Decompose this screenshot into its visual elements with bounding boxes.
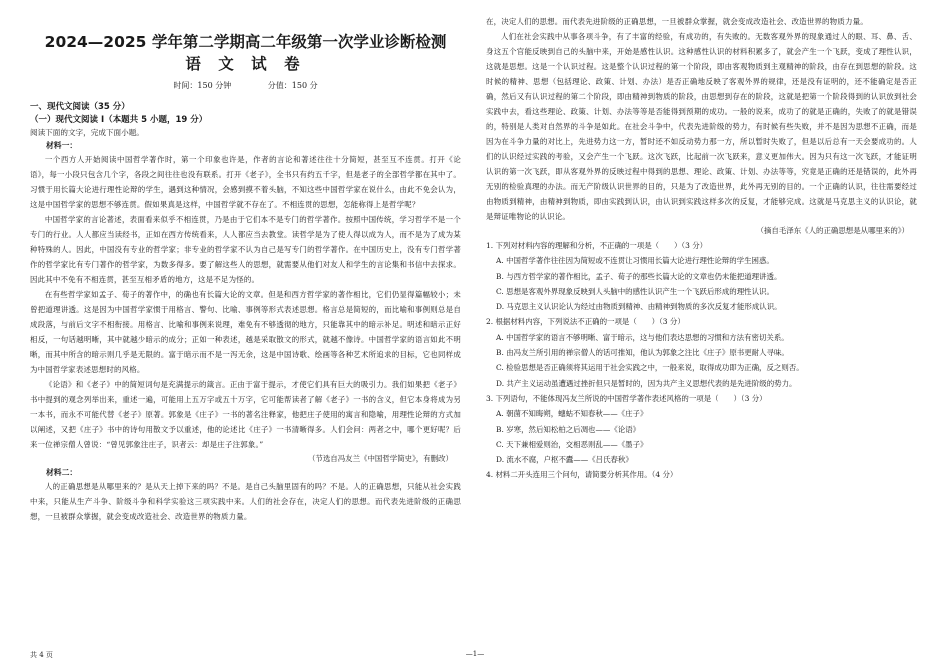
material2-paragraph: 人们在社会实践中从事各项斗争，有了丰富的经验，有成功的，有失败的。无数客观外界的现象通过人的眼、耳、鼻、舌、身这五个官能反映到自己的头脑中来，开始是感性认识。这种感性认识的材料积累多了，就会产生一个飞跃，变成了理性认识，这就是思想。这是一个认识过程。这是整个认识过程的第一个阶段，即由客观物质到主观精神的阶段，由存在到思想的阶段。这时候的精神、思想（包括理论、政策、计划、办法）是否正确地反映了客观外界的规律，还是没有证明的，还不能确定是否正确，然后又有认识过程的第二个阶段，即由精神到物质的阶段，由思想到存在的阶段，这就是把第一个阶段得到的认识放到社会实践中去，看这些理论、政策、计划、办法等等是否能得到预期的成功。一般的说来，成功了的就是正确的，失败了的就是错误的，特别是人类对自然界的斗争是如此。在社会斗争中，代表先进阶级的势力，有时候有些失败，并不是因为思想不正确，而是因为在斗争力量的对比上，先进势力这一方，暂时还不如反动势力那一方，所以暂时失败了，但是以后总有一天会要成功的。人们的认识经过实践的考验，又会产生一个飞跃。这次飞跃，比起前一次飞跃来，意义更加伟大。因为只有这一次飞跃，才能证明认识的第一次飞跃，即从客观外界的反映过程中得到的思想、理论、政策、计划、办法等等，究竟是正确的还是错误的，此外再无别的检验真理的办法。而无产阶级认识世界的目的，只是为了改造世界，此外再无别的目的。一个正确的认识，往往需要经过由物质到精神，由精神到物质，即由实践到认识，由认识到实践这样多次的反复，才能够完成。这就是马克思主义的认识论，就是辩证唯物论的认识论。 bbox=[486, 32, 917, 221]
question-option: A. 朝菌不知晦朔，蟪蛄不知春秋——《庄子》 bbox=[496, 409, 648, 419]
exam-time: 时间：150 分钟 bbox=[173, 81, 232, 90]
material1-paragraph: 中国哲学家的言论著述，表面看来似乎不相连贯，乃是由于它们本不是专门的哲学著作。按照中国传统，学习哲学不是一个专门的行业。人人都应当读经书，正如在西方传统看来，人人都应当去教堂。读哲学是为了使人得以成为人，而不是为了成为某种特殊的人。因此，中国没有专业的哲学家；非专业的哲学家不认为自己是写专门的哲学著作。在中国历史上，没有专门哲学著作的哲学家比有专门著作的哲学家，为数多得多。要了解这些人的思想，就需要从他们对友人和学生的言论集和书信中去探求。因此其中不免有不相连贯，甚至互相矛盾的地方，这是不足为怪的。 bbox=[30, 215, 461, 284]
material1-paragraph: 一个西方人开始阅读中国哲学著作时，第一个印象也许是，作者的言论和著述往往十分简短，甚至互不连贯。打开《论语》，每一小段只包含几个字，各段之间往往也没有联系。打开《老子》，全书只有约五千字，但是老子的全部哲学都在其中了。习惯于用长篇大论进行理性论辩的学生，遇到这种情况，会感到摸不着头脑，不知这些中国哲学家在说什么，由此不免会认为，这是中国哲学家的思想不够连贯。假如果真是这样，中国哲学就不存在了。不相连贯的思想，怎能称得上是哲学呢？ bbox=[30, 155, 461, 209]
material1-paragraph: 在有些哲学家如孟子、荀子的著作中，的确也有长篇大论的文章。但是和西方哲学家的著作相比，它们仍显得篇幅较小；未曾把道理讲透。这是因为中国哲学家惯于用格言、警句、比喻、事例等形式表述思想。格言总是简短的，而比喻和事例则总是自成段落，与前后文字不相衔接。用格言、比喻和事例来说理，难免有不够透彻的地方，只能靠其中的暗示补足。明述和暗示正好相反，一句话越明晰，其中就越少暗示的成分；正如一种表述，越是采取散文的形式，就越不像诗。中国哲学家的语言如此不明晰，而其中所含的暗示则几乎是无限的。富于暗示而不是一泻无余，这是中国诗歌、绘画等各种艺术所追求的目标，它也同样成为中国哲学家表述思想时的风格。 bbox=[30, 290, 461, 374]
reading-instruction: 阅读下面的文字，完成下面小题。 bbox=[30, 128, 144, 137]
question-option: C. 思想是客观外界现象反映到人头脑中的感性认识产生一个飞跃后形成的理性认识。 bbox=[496, 286, 774, 296]
exam-subtitle: 语 文 试 卷 bbox=[185, 55, 306, 73]
page-count: 共 4 页 bbox=[30, 651, 53, 659]
question-option: A. 中国哲学著作往往因为简短或不连贯让习惯用长篇大论进行理性论辩的学生困惑。 bbox=[496, 256, 774, 266]
question-option: C. 检验思想是否正确须将其运用于社会实践之中，一般来说，取得成功即为正确，反之则否。 bbox=[496, 363, 804, 373]
material1-paragraph: 《论语》和《老子》中的简短词句是充满提示的箴言。正由于富于提示，才使它们具有巨大的吸引力。我们如果把《老子》书中提到的观念列举出来，重述一遍，可能用上五万字或五十万字，它可能帮读者了解《老子》一书的含义，但它本身将成为另一本书，而永不可能代替《老子》原著。郭象是《庄子》一书的著名注释家，他把庄子使用的寓言和隐喻，用理性论辩的方式加以阐述，又把《庄子》书中的诗句用散文予以重述，他的论述比《庄子》一书清晰得多。人们会问：两者之中，哪个更好呢？后来一位禅宗僧人曾说：“曾见郭象注庄子，识者云：却是庄子注郭象。” bbox=[30, 380, 461, 449]
subsection-heading: （一）现代文阅读 I（本题共 5 小题，19 分） bbox=[30, 115, 208, 125]
section-heading: 一、现代文阅读（35 分） bbox=[30, 102, 130, 112]
exam-title: 2024—2025 学年第二学期高二年级第一次学业诊断检测 bbox=[44, 33, 447, 51]
question-option: B. 由冯友兰所引用的禅宗僧人的话可推知，他认为郭象之注比《庄子》原书更耐人寻味。 bbox=[496, 348, 789, 358]
question-stem: 2. 根据材料内容，下列说法不正确的一项是（ ）（3 分） bbox=[486, 317, 685, 327]
question-stem: 1. 下列对材料内容的理解和分析，不正确的一项是（ ）（3 分） bbox=[486, 241, 708, 250]
question-option: A. 中国哲学家的语言不够明晰、富于暗示，这与他们表达思想的习惯和方法有密切关系。 bbox=[496, 332, 789, 342]
question-option: C. 天下兼相爱则治，交相恶则乱——《墨子》 bbox=[496, 439, 648, 449]
right-column bbox=[486, 14, 917, 483]
exam-score: 分值：150 分 bbox=[267, 81, 318, 90]
page-number: —1— bbox=[465, 650, 485, 658]
question-option: B. 岁寒，然后知松柏之后凋也——《论语》 bbox=[496, 424, 641, 434]
question-stem: 3. 下列语句，不能体现冯友兰所说的中国哲学著作表述风格的一项是（ ）（3 分） bbox=[486, 393, 767, 403]
material2-label: 材料二： bbox=[46, 468, 78, 477]
material2-source: （摘自毛泽东《人的正确思想是从哪里来的》） bbox=[756, 226, 909, 235]
question-option: D. 马克思主义认识论认为经过由物质到精神、由精神到物质的多次反复才能形成认识。 bbox=[496, 302, 782, 312]
left-column bbox=[30, 14, 461, 524]
material1-source: （节选自冯友兰《中国哲学简史》，有删改） bbox=[307, 454, 453, 463]
question-option: B. 与西方哲学家的著作相比，孟子、荀子的那些长篇大论的文章也仍未能把道理讲透。 bbox=[496, 271, 782, 281]
question-option: D. 流水不腐，户枢不蠹——《吕氏春秋》 bbox=[496, 455, 633, 465]
question-option: D. 共产主义运动虽遭遇过挫折但只是暂时的，因为共产主义思想代表的是先进阶级的势力。 bbox=[496, 378, 797, 388]
question-stem: 4. 材料二开头连用三个问句，请简要分析其作用。（4 分） bbox=[486, 470, 678, 480]
material2-paragraph-cont: 在，决定人们的思想。而代表先进阶级的正确思想，一旦被群众掌握，就会变成改造社会、改造世界的物质力量。 bbox=[486, 17, 868, 26]
material1-label: 材料一： bbox=[46, 141, 78, 150]
material2-paragraph: 人的正确思想是从哪里来的？是从天上掉下来的吗？不是。是自己头脑里固有的吗？不是。人的正确思想，只能从社会实践中来，只能从生产斗争、阶级斗争和科学实验这三项实践中来。人们的社会存在，决定人们的思想。而代表先进阶级的正确思想，一旦被群众掌握，就会变成改造社会、改造世界的物质力量。 bbox=[30, 482, 461, 521]
exam-meta bbox=[30, 79, 461, 93]
